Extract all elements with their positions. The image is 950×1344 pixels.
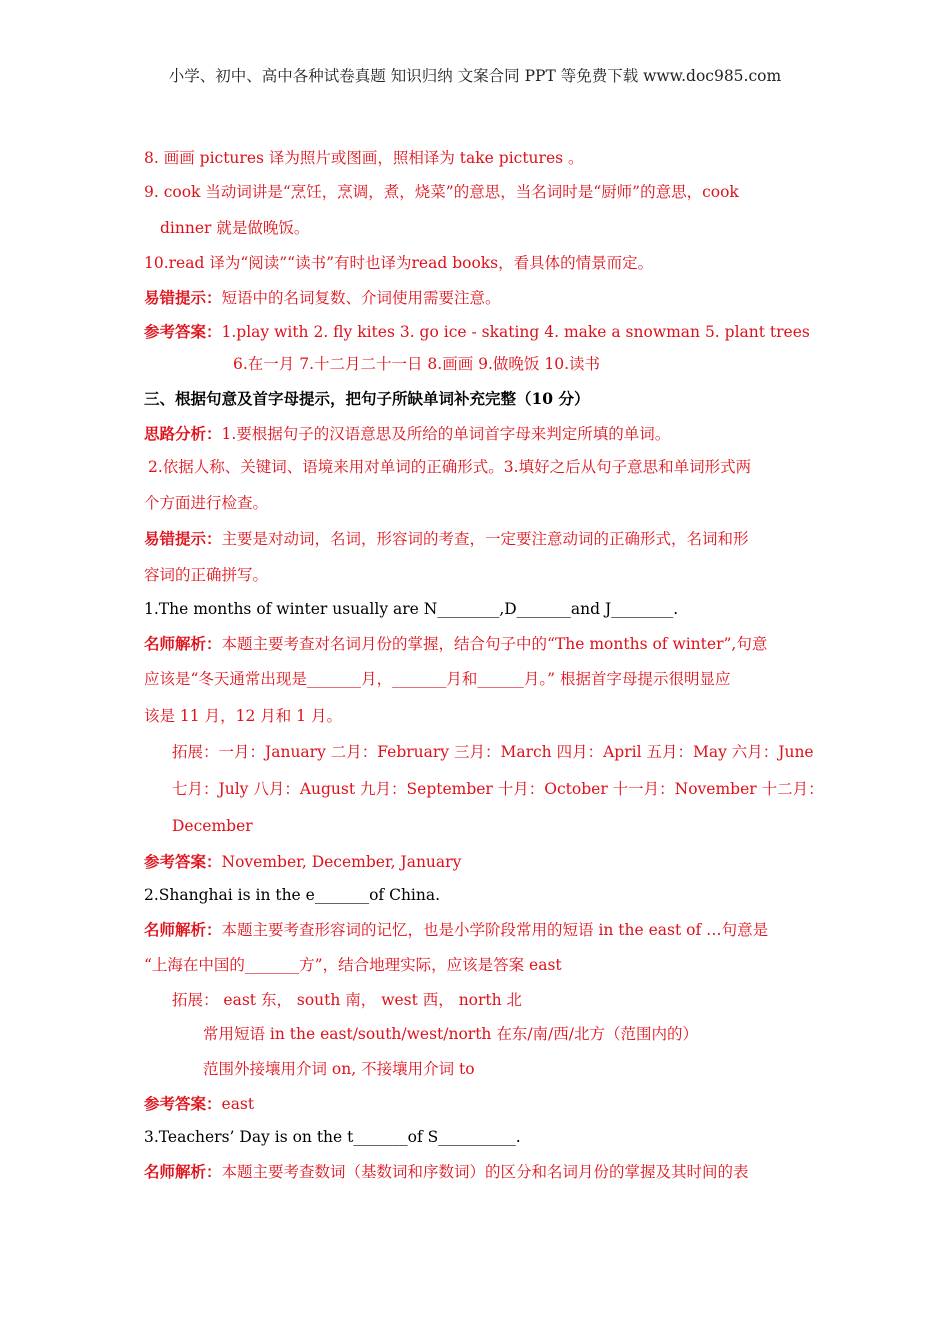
note-10: 10.read 译为“阅读”“读书”有时也译为read books，看具体的情景而定。 [144, 254, 654, 272]
note-9-line2: dinner 就是做晚饭。 [160, 219, 310, 237]
q2-answer [144, 1094, 254, 1114]
q2-explanation [144, 920, 768, 940]
q1-extension-line2: 七月：July 八月：August 九月：September 十月：October 十一月：November 十二月： [172, 780, 824, 798]
q3-explanation-label: 名师解析： [144, 1162, 222, 1181]
q1-explanation-line1: 本题主要考查对名词月份的掌握，结合句子中的“The months of winter”,句意 [221, 635, 768, 653]
tip-2-label: 易错提示： [144, 529, 222, 548]
section-3-title: 三、根据句意及首字母提示，把句子所缺单词补充完整（10 分） [144, 389, 590, 408]
tip-2-line1: 主要是对动词，名词，形容词的考查，一定要注意动词的正确形式，名词和形 [221, 530, 749, 548]
q3-explanation-line1: 本题主要考查数词（基数词和序数词）的区分和名词月份的掌握及其时间的表 [221, 1163, 749, 1181]
answer-1-line2: 6.在一月 7.十二月二十一日 8.画画 9.做晚饭 10.读书 [233, 355, 601, 373]
tip-2 [144, 529, 749, 549]
q1-explanation [144, 634, 767, 654]
answer-1-line1: 1.play with 2. fly kites 3. go ice - skating 4. make a snowman 5. plant trees [221, 323, 810, 341]
analysis-line2: 2.依据人称、关键词、语境来用对单词的正确形式。3.填好之后从句子意思和单词形式两 [148, 458, 752, 476]
page-header: 小学、初中、高中各种试卷真题 知识归纳 文案合同 PPT 等免费下载 www.doc985.com [168, 67, 782, 85]
analysis-line1: 1.要根据句子的汉语意思及所给的单词首字母来判定所填的单词。 [221, 425, 671, 443]
note-8: 8. 画画 pictures 译为照片或图画，照相译为 take pictures 。 [144, 149, 584, 167]
q1-answer-text: November, December, January [221, 853, 462, 871]
question-2: 2.Shanghai is in the e_______of China. [144, 886, 441, 904]
q1-explanation-label: 名师解析： [144, 634, 222, 653]
q1-extension-line3: December [172, 817, 253, 835]
q2-explanation-label: 名师解析： [144, 920, 222, 939]
q1-explanation-line2: 应该是“冬天通常出现是_______月，_______月和______月。” 根据首字母提示很明显应 [144, 670, 731, 688]
q1-extension-line1: 拓展：一月：January 二月：February 三月：March 四月：April 五月：May 六月：June [172, 743, 814, 761]
q2-explanation-line2: “上海在中国的_______方”，结合地理实际，应该是答案 east [144, 956, 562, 974]
tip-1-text: 短语中的名词复数、介词使用需要注意。 [221, 289, 501, 307]
note-9-line1: 9. cook 当动词讲是“烹饪，烹调，煮，烧菜”的意思，当名词时是“厨师”的意思，cook [144, 183, 739, 201]
answer-1 [144, 322, 810, 342]
tip-2-line2: 容词的正确拼写。 [144, 566, 269, 584]
q2-extension-line3: 范围外接壤用介词 on, 不接壤用介词 to [203, 1060, 475, 1078]
q1-answer [144, 852, 461, 872]
q2-extension-line2: 常用短语 in the east/south/west/north 在东/南/西/北方（范围内的） [203, 1025, 699, 1043]
tip-1 [144, 288, 501, 308]
q2-explanation-line1: 本题主要考查形容词的记忆，也是小学阶段常用的短语 in the east of …句意是 [221, 921, 769, 939]
answer-1-label: 参考答案： [144, 322, 222, 341]
question-3: 3.Teachers’ Day is on the t_______of S__________. [144, 1128, 521, 1146]
q3-explanation [144, 1162, 749, 1182]
q1-answer-label: 参考答案： [144, 852, 222, 871]
analysis [144, 424, 670, 444]
q1-explanation-line3: 该是 11 月，12 月和 1 月。 [144, 707, 342, 725]
q2-extension-line1: 拓展： east 东， south 南， west 西， north 北 [172, 991, 523, 1009]
tip-1-label: 易错提示： [144, 288, 222, 307]
q2-answer-label: 参考答案： [144, 1094, 222, 1113]
analysis-line3: 个方面进行检查。 [144, 494, 269, 512]
analysis-label: 思路分析： [144, 424, 222, 443]
q2-answer-text: east [221, 1095, 255, 1113]
question-1: 1.The months of winter usually are N________,D_______and J________. [144, 600, 679, 618]
